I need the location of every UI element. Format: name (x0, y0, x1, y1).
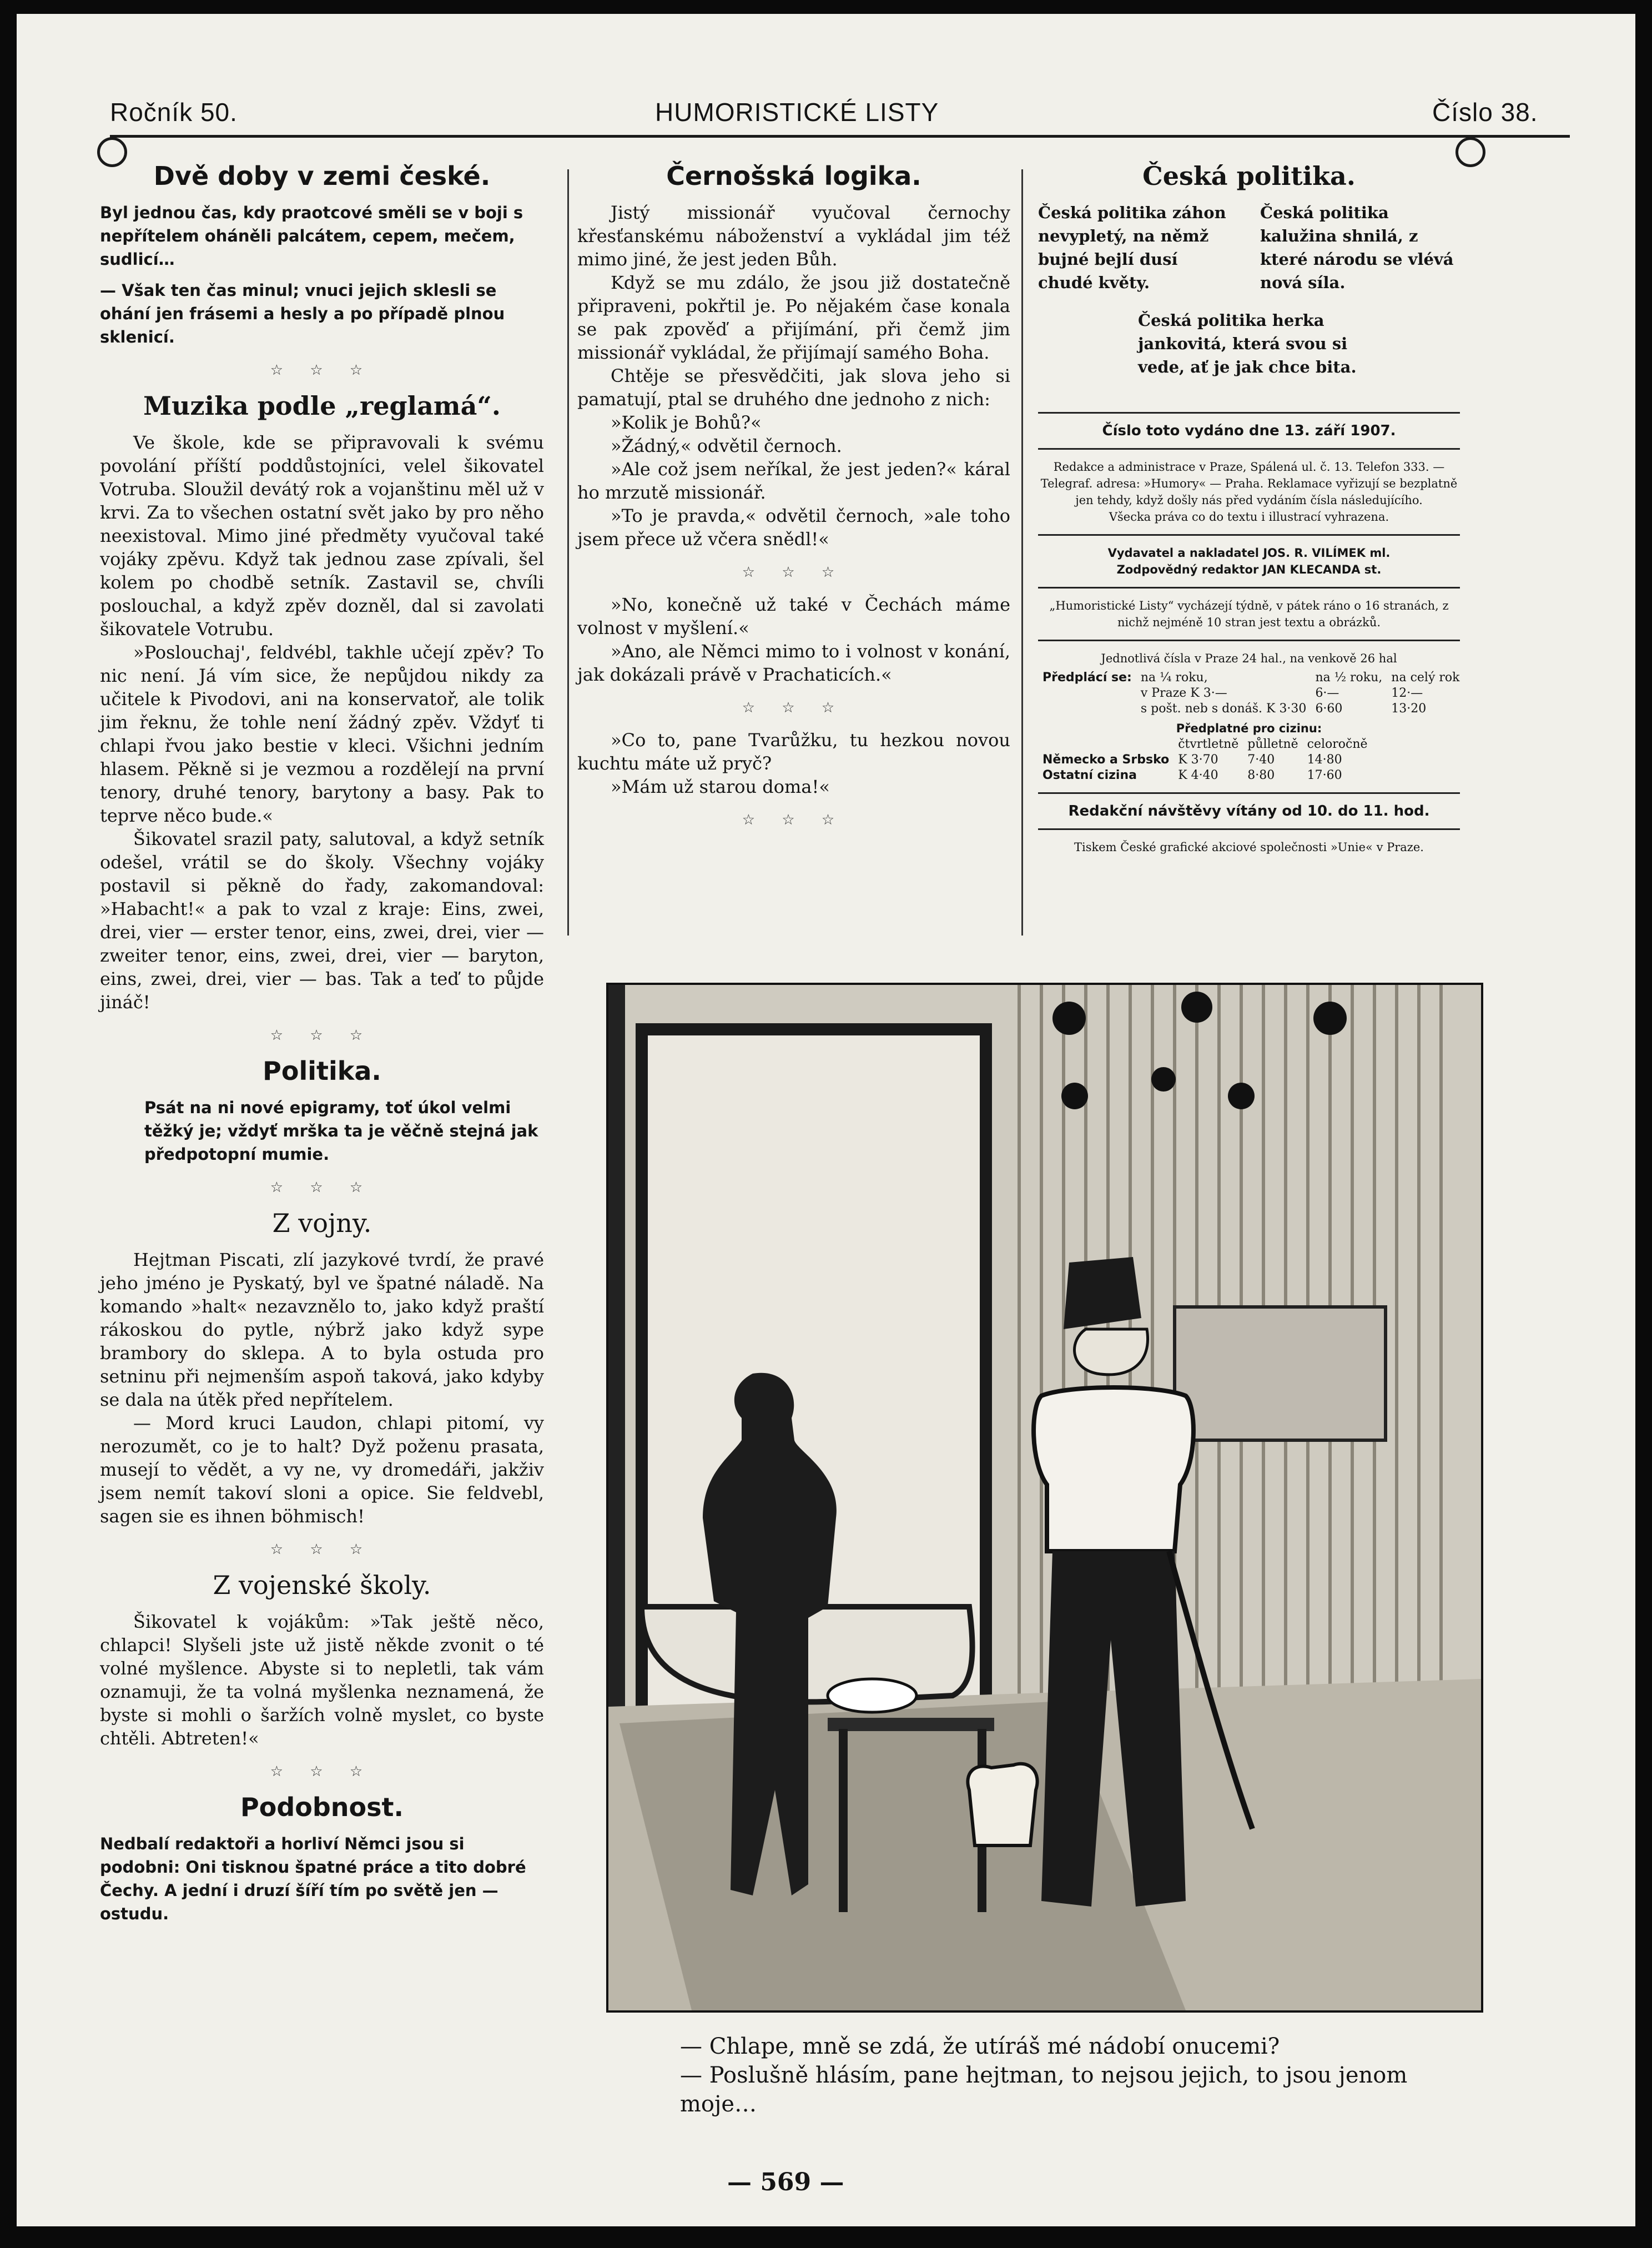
article-title: Podobnost. (240, 1792, 404, 1822)
magazine-page (17, 14, 1635, 2226)
poem-stanza: Česká politika herka jankovitá, která svou si vede, ať je jak chce bita. (1138, 311, 1357, 376)
subscription-label: Předplácí se: (1042, 671, 1132, 685)
magazine-title: HUMORISTICKÉ LISTY (655, 98, 939, 127)
volume-label: Ročník 50. (110, 98, 238, 127)
foreign-label: Předplatné pro cizinu: (1176, 722, 1322, 735)
sub-head: na ¼ roku, (1140, 671, 1208, 685)
article-text: Byl jednou čas, kdy praotcové směli se v boji s nepřítelem oháněli palcátem, cepem, mečem, sudlicí… (100, 203, 523, 269)
issue-date: Číslo toto vydáno dne 13. září 1907. (1102, 423, 1396, 439)
cartoon-caption (680, 2032, 1485, 2119)
poem-stanza: Česká politika kalužina shnilá, z které národu se vlévá nová síla. (1260, 203, 1454, 292)
single-price: Jednotlivá čísla v Praze 24 hal., na venkově 26 hal (1101, 652, 1397, 665)
visit-hours: Redakční návštěvy vítány od 10. do 11. hod. (1068, 803, 1430, 819)
divider (1038, 587, 1460, 589)
article-text: »Co to, pane Tvarůžku, tu hezkou novou kuchtu máte už pryč? (577, 730, 1010, 774)
divider (1038, 448, 1460, 450)
column-divider-2 (1021, 169, 1023, 936)
sub-cell: 17·60 (1307, 768, 1342, 782)
column-divider-1 (567, 169, 569, 936)
divider (1038, 640, 1460, 641)
article-text: »Kolik je Bohů?« (611, 412, 762, 433)
sub-head: celoročně (1307, 737, 1368, 751)
caption-line: — Chlape, mně se zdá, že utíráš mé nádobí onucemi? (680, 2034, 1280, 2059)
sub-head: na ½ roku, (1315, 671, 1383, 685)
section-separator: ☆ ☆ ☆ (742, 564, 846, 581)
sub-cell: 14·80 (1307, 753, 1342, 767)
article-title: Muzika podle „reglamá“. (143, 391, 501, 421)
frequency-info: „Humoristické Listy“ vycházejí týdně, v pátek ráno o 16 stranách, z nichž nejméně 10 stran jest textu a obrázků. (1049, 599, 1449, 629)
sub-cell: 6·— (1315, 686, 1339, 700)
section-separator: ☆ ☆ ☆ (742, 812, 846, 828)
article-title: Černošská logika. (666, 161, 921, 191)
article-text: Ve škole, kde se připravovali k svému povolání příští poddůstojníci, velel šikovatel Votruba. Sloužil devátý rok a vojanštinu měl už v krvi. Za to všechen ostatní svět jako by pro něho neexistoval. Mimo jiné předměty vyučoval také vojáky zpěvu. Když tak jednou zase zpívali, šel kolem po chodbě setník. Zastavil se, chvíli poslouchal, a když zpěv dozněl, dal si zavolati šikovatele Votrubu. (100, 432, 544, 640)
article-text: »Mám už starou doma!« (611, 776, 830, 797)
sub-head: půlletně (1247, 737, 1298, 751)
divider (1038, 412, 1460, 414)
header-rule (110, 135, 1570, 138)
sub-cell: 7·40 (1247, 753, 1275, 767)
section-separator: ☆ ☆ ☆ (270, 1179, 374, 1196)
editor: Zodpovědný redaktor JAN KLECANDA st. (1116, 563, 1382, 576)
article-text: Šikovatel k vojákům: »Tak ještě něco, chlapci! Slyšeli jste už jistě někde zvonit o té volné myšlence. Abyste si to nepletli, tak vám oznamuji, že ta volná myšlenka neznamená, že byste si mohli o šaržích volně myslet, co byste chtěli. Abtreten!« (100, 1611, 544, 1749)
subscription-table (1038, 670, 1464, 717)
article-text: »Poslouchaj', feldvébl, takhle učejí zpěv? To nic není. Já vím sice, že nepůjdou nikdy za učitele k Pivodovi, ani na konservatoř, ale tolik jim řeknu, že tohle není žádný zpěv. Vždyť ti chlapi řvou jako bestie v kleci. Všichni jedním hlasem. Pěkně si je vezmou a rozdělejí na první tenory, druhé tenory, barytony a basy. Pak to teprve něco bude.« (100, 642, 544, 826)
section-separator: ☆ ☆ ☆ (270, 1763, 374, 1780)
column-left (100, 161, 544, 1925)
sub-cell: v Praze K 3·— (1140, 686, 1227, 700)
ornament-right-icon (1455, 137, 1485, 167)
sub-head: čtvrtletně (1178, 737, 1239, 751)
poem-text: Psát na ni nové epigramy, toť úkol velmi těžký je; vždyť mrška ta je věčně stejná jak předpotopní mumie. (144, 1098, 538, 1164)
article-text: »Žádný,« odvětil černoch. (611, 435, 842, 456)
section-separator: ☆ ☆ ☆ (270, 1541, 374, 1558)
article-text: Jistý missionář vyučoval černochy křesťanskému náboženství a vykládal jim též mimo jiné, že jest jeden Bůh. (577, 202, 1010, 270)
page-number: — 569 — (727, 2168, 844, 2196)
sub-cell: K 3·70 (1178, 753, 1218, 767)
issue-number: Číslo 38. (1432, 98, 1538, 127)
divider (1038, 828, 1460, 830)
article-text: Nedbalí redaktoři a horliví Němci jsou si podobni: Oni tisknou špatné práce a tito dobré Čechy. A jední i druzí šíří tím po světě jen — ostudu. (100, 1834, 526, 1923)
column-middle (577, 161, 1010, 841)
sub-cell: s pošt. neb s donáš. K 3·30 (1140, 702, 1307, 716)
rights-notice: Všecka práva co do textu i illustrací vyhrazena. (1109, 510, 1389, 524)
article-title: Z vojenské školy. (213, 1570, 431, 1600)
article-text: Když se mu zdálo, že jsou již dostatečně připraveni, pokřtil je. Po nějakém čase konala se pak zpověď a přijímání, při čemž jim missionář vykládal, že přijímají samého Boha. (577, 272, 1010, 363)
article-text: — Mord kruci Laudon, chlapi pitomí, vy nerozumět, co je to halt? Dyž poženu prasata, musejí to vědět, a vy ne, vy dromedáři, jakživ jsem nemít takoví sloni a opice. Sie feldvebl, sagen sie es ihnen böhmisch! (100, 1412, 544, 1527)
article-title: Z vojny. (272, 1208, 372, 1238)
article-title: Dvě doby v zemi české. (153, 161, 491, 191)
article-text: »Ano, ale Němci mimo to i volnost v konání, jak dokázali právě v Prachaticích.« (577, 641, 1010, 685)
sub-cell: Německo a Srbsko (1042, 753, 1170, 767)
article-text: Hejtman Piscati, zlí jazykové tvrdí, že pravé jeho jméno je Pyskatý, byl ve špatné náladě. Na komando »halt« nezavznělo to, jako když praští rákoskou do pytle, nýbrž jako když sype brambory do sklepa. A to byla ostuda pro setninu při nejmenším aspoň taková, jako kdyby se dala na útěk před nepřítelem. (100, 1249, 544, 1410)
sub-head: na celý rok (1391, 671, 1460, 685)
section-separator: ☆ ☆ ☆ (270, 362, 374, 379)
printer-info: Tiskem České grafické akciové společnosti »Unie« v Praze. (1074, 841, 1424, 854)
article-text: »No, konečně už také v Čechách máme volnost v myšlení.« (577, 594, 1010, 638)
column-right (1038, 161, 1460, 856)
poem-title: Česká politika. (1142, 161, 1356, 191)
editorial-info: Redakce a administrace v Praze, Spálená ul. č. 13. Telefon 333. — Telegraf. adresa: »Humory« — Praha. Reklamace vyřizují se bezplatně jen tehdy, když došly nás před vydáním čísla následujícího. (1040, 460, 1458, 507)
sub-cell: 12·— (1391, 686, 1423, 700)
sub-cell: 8·80 (1247, 768, 1275, 782)
sub-cell: 6·60 (1315, 702, 1343, 716)
poem-stanza: Česká politika záhon nevypletý, na němž bujné bejlí dusí chudé květy. (1038, 203, 1226, 292)
sub-cell: 13·20 (1391, 702, 1427, 716)
article-title: Politika. (263, 1056, 381, 1086)
article-text: — Však ten čas minul; vnuci jejich sklesli se ohání jen frásemi a hesly a po případě plnou sklenicí. (100, 281, 505, 346)
article-text: »To je pravda,« odvětil černoch, »ale toho jsem přece už včera snědl!« (577, 505, 1010, 550)
section-separator: ☆ ☆ ☆ (742, 700, 846, 716)
divider (1038, 534, 1460, 536)
foreign-table (1038, 737, 1372, 783)
divider (1038, 792, 1460, 794)
article-text: Šikovatel srazil paty, salutoval, a když setník odešel, vrátil se do školy. Všechny vojáky postavil si pěkně do řady, zakomandoval: »Habacht!« a pak to vzal z kraje: Eins, zwei, drei, vier — erster tenor, eins, zwei, drei, vier — zweiter tenor, eins, zwei, drei, vier — baryton, eins, zwei, drei, vier — bas. Tak a teď to půjde jináč! (100, 828, 544, 1013)
section-separator: ☆ ☆ ☆ (270, 1027, 374, 1044)
article-text: »Ale což jsem neříkal, že jest jeden?« káral ho mrzutě missionář. (577, 459, 1010, 503)
cartoon-illustration (606, 983, 1483, 2013)
article-text: Chtěje se přesvědčiti, jak slova jeho si pamatují, ptal se druhého dne jednoho z nich: (577, 365, 1010, 410)
sub-cell: Ostatní cizina (1042, 768, 1137, 782)
cartoon-drawing (608, 985, 1481, 2010)
caption-line: — Poslušně hlásím, pane hejtman, to nejsou jejich, to jsou jenom moje… (680, 2063, 1408, 2117)
sub-cell: K 4·40 (1178, 768, 1218, 782)
publisher: Vydavatel a nakladatel JOS. R. VILÍMEK ml. (1107, 546, 1391, 560)
